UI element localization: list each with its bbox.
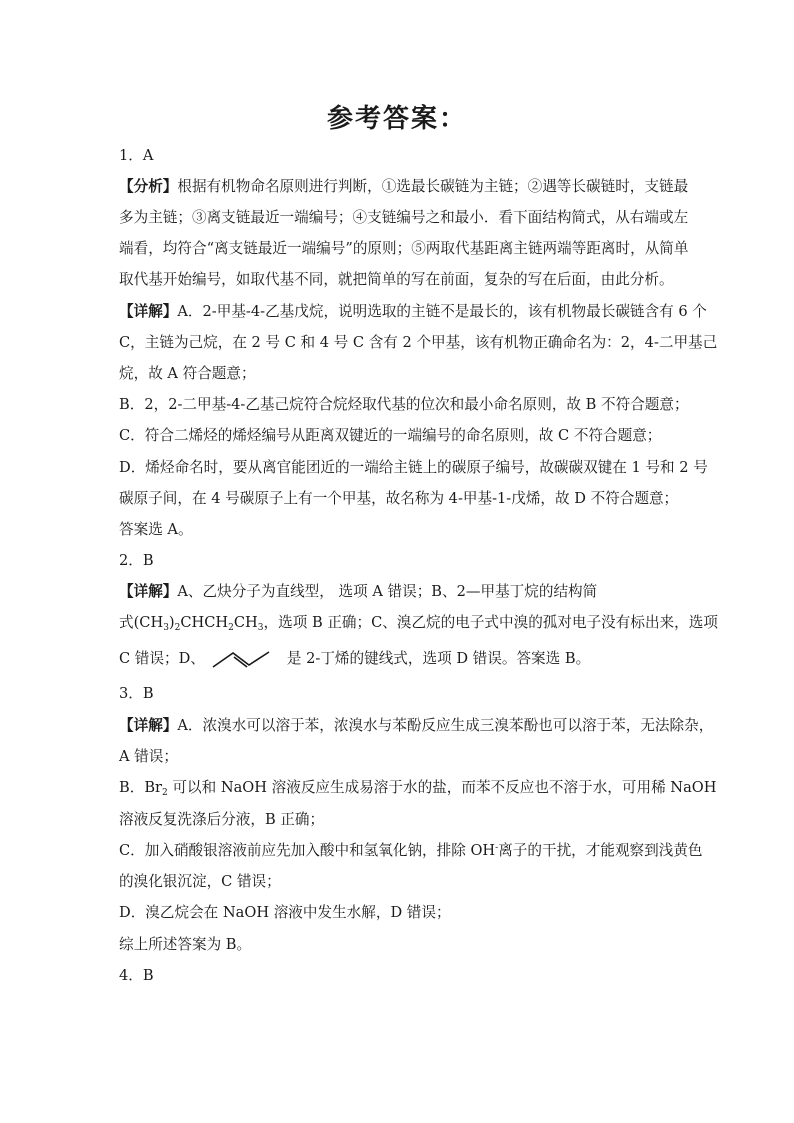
- q1-number: 1．A: [119, 147, 154, 164]
- detail-tag: 【详解】: [119, 303, 178, 320]
- superscript: -: [495, 843, 499, 853]
- 2-butene-skeletal-formula-image: [211, 648, 273, 670]
- q3-option-b-line-2: 溶液反复洗涤后分液，B 正确；: [119, 811, 325, 828]
- q2-detail-line-2: [119, 613, 718, 633]
- q1-option-d-line-1: D．烯烃命名时，要从离官能团近的一端给主链上的碳原子编号，故碳碳双键在 1 号和 2 号: [119, 459, 708, 476]
- q3-detail-line-2: A 错误；: [119, 748, 178, 765]
- q2-formula-part: ): [168, 614, 175, 631]
- q2-detail-line-3: [119, 648, 590, 670]
- subscript: 3: [163, 623, 169, 633]
- detail-tag: 【详解】: [119, 717, 178, 734]
- q3-text-3a: B．Br: [119, 779, 163, 796]
- q1-option-c: C．符合二烯烃的烯烃编号从距离双键近的一端编号的命名原则，故 C 不符合题意；: [119, 427, 662, 444]
- q1-option-b: B．2，2-二甲基-4-乙基己烷符合烷烃取代基的位次和最小命名原则，故 B 不符合题意；: [119, 396, 689, 413]
- q3-option-b-line-1: [119, 778, 716, 798]
- q1-detail-line-3: 烷，故 A 符合题意；: [119, 365, 256, 382]
- subscript: 3: [257, 623, 264, 633]
- q2-formula-part: CHCH: [180, 614, 229, 631]
- q3-text-3b: 可以和 NaOH 溶液反应生成易溶于水的盐，而苯不反应也不溶于水，可用稀 NaOH: [167, 779, 717, 796]
- q1-option-d-line-2: 碳原子间，在 4 号碳原子上有一个甲基，故名称为 4-甲基-1-戊烯，故 D 不符合题意；: [119, 490, 679, 507]
- q1-detail-line-1: [119, 302, 707, 322]
- q2-text-2: ，选项 B 正确；C、溴乙烷的电子式中溴的孤对电子没有标出来，选项: [263, 614, 718, 631]
- q2-text-1: A、乙炔分子为直线型， 选项 A 错误；B、2—甲基丁烷的结构简: [177, 583, 598, 600]
- q3-option-c-line-1: [119, 841, 703, 861]
- q3-detail-line-1: [119, 716, 713, 736]
- q3-number: 3．B: [119, 685, 154, 702]
- q1-analysis-line-2: 多为主链；③离支链最近一端编号；④支链编号之和最小．看下面结构简式，从右端或左: [119, 209, 689, 226]
- subscript: 2: [174, 623, 181, 633]
- q3-option-c-line-2: 的溴化银沉淀，C 错误；: [119, 873, 281, 890]
- q1-analysis-line-4: 取代基开始编号，如取代基不同，就把简单的写在前面，复杂的写在后面，由此分析。: [119, 271, 674, 288]
- q1-conclusion: 答案选 A。: [119, 521, 193, 538]
- q3-text-5b: 离子的干扰，才能观察到浅黄色: [498, 842, 703, 859]
- q2-text-3b: 是 2-丁烯的键线式，选项 D 错误。答案选 B。: [286, 650, 591, 667]
- q3-text-1: A．浓溴水可以溶于苯，浓溴水与苯酚反应生成三溴苯酚也可以溶于苯，无法除杂，: [177, 717, 714, 734]
- q2-formula-part: CH: [233, 614, 258, 631]
- q2-detail-line-1: [119, 582, 597, 602]
- q1-analysis-line-3: 端看，均符合“离支链最近一端编号”的原则；⑤两取代基距离主链两端等距离时，从简单: [119, 240, 689, 257]
- q3-conclusion: 综上所述答案为 B。: [119, 936, 252, 953]
- q2-number: 2．B: [119, 552, 154, 569]
- q3-text-5a: C．加入硝酸银溶液前应先加入酸中和氢氧化钠，排除 OH: [119, 842, 496, 859]
- q1-detail-line-2: C，主链为己烷，在 2 号 C 和 4 号 C 含有 2 个甲基，该有机物正确命名为：2，4-二甲基己: [119, 334, 718, 351]
- q1-text-5: A．2-甲基-4-乙基戊烷，说明选取的主链不是最长的，该有机物最长碳链含有 6 个: [177, 303, 707, 320]
- q2-formula-part: 式(CH: [119, 614, 164, 631]
- analysis-tag: 【分析】: [119, 178, 178, 195]
- q1-text-1: 根据有机物命名原则进行判断，①选最长碳链为主链；②遇等长碳链时，支链最: [177, 178, 689, 195]
- q3-option-d: D．溴乙烷会在 NaOH 溶液中发生水解，D 错误；: [119, 904, 451, 921]
- subscript: 2: [228, 623, 234, 633]
- q2-text-3a: C 错误；D、: [119, 650, 205, 667]
- q1-analysis-line-1: [119, 177, 688, 197]
- q4-number: 4．B: [119, 967, 154, 984]
- subscript: 2: [162, 788, 168, 798]
- detail-tag: 【详解】: [119, 583, 178, 600]
- page-title: 参考答案：: [326, 104, 467, 134]
